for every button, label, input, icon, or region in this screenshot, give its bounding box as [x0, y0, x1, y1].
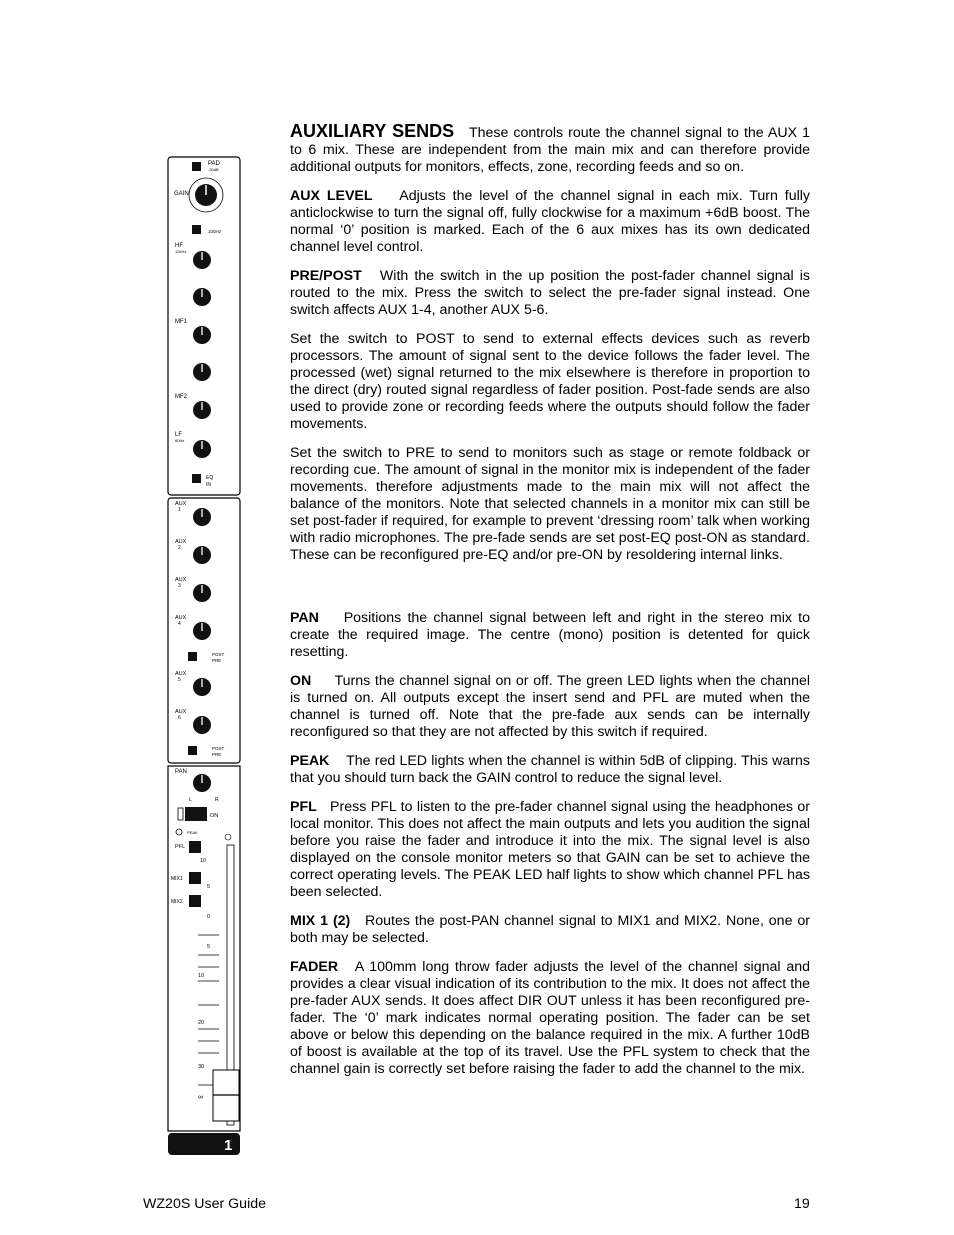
- pre-label: PRE: [212, 658, 222, 663]
- aux-sends-body: These controls route the channel signal to the AUX 1 to 6 mix. These are independent from the main mix and can therefore provide additional outputs for monitors, effects, zone, recording feeds and so on.: [290, 125, 811, 175]
- pan-r-label: R: [215, 797, 219, 803]
- fader-knob[interactable]: [213, 1070, 239, 1121]
- fader-indicator: [225, 834, 231, 840]
- aux-level-body: Adjusts the level of the channel signal in each mix. Turn fully anticlockwise to turn the signal off, fully clockwise for a maximum +6dB boost. The normal ‘0’ position is marked. Each of the 6 aux mixes has its own dedicated channel level control.: [290, 188, 810, 255]
- mf2-gain-knob[interactable]: [193, 401, 211, 419]
- gain-knob[interactable]: [189, 178, 223, 212]
- mix-body: Routes the post-PAN channel signal to MIX1 and MIX2. None, one or both may be selected.: [290, 913, 810, 946]
- fader-scale: [198, 935, 219, 1085]
- eq-in-switch[interactable]: [192, 474, 201, 483]
- aux-level-section: [290, 188, 810, 256]
- pre-post-heading: PRE/POST: [290, 268, 362, 284]
- pre-post-body: With the switch in the up position the post-fader channel signal is routed to the mix. Press the switch to select the pre-fader signal instead. One switch affects AUX 1-4, another AUX 5-6.: [290, 268, 811, 318]
- body-text: [290, 123, 810, 1090]
- hpf-freq-label: 100Hz: [208, 229, 222, 234]
- on-switch[interactable]: [185, 807, 207, 821]
- pad-switch[interactable]: [192, 162, 201, 171]
- fader-scale-label: 10: [200, 858, 207, 864]
- mf2-freq-knob[interactable]: [193, 363, 211, 381]
- aux-4-knob[interactable]: [193, 622, 211, 640]
- eq-in-label-top: EQ: [206, 475, 214, 481]
- pre-post-section: [290, 268, 810, 319]
- footer-title: WZ20S User Guide: [143, 1196, 266, 1212]
- lf-label: LF: [175, 432, 183, 438]
- aux-6-knob[interactable]: [193, 716, 211, 734]
- aux-label: AUX: [175, 577, 187, 583]
- pan-section: [290, 610, 810, 661]
- fader-scale-label: 10: [198, 973, 205, 979]
- pfl-switch[interactable]: [189, 841, 201, 853]
- post-label: POST: [212, 746, 225, 751]
- hpf-switch[interactable]: [192, 225, 201, 234]
- mf1-gain-knob[interactable]: [193, 326, 211, 344]
- peak-section: [290, 753, 810, 787]
- pan-heading: PAN: [290, 610, 319, 626]
- pfl-section: [290, 799, 810, 901]
- aux-number-label: 4: [178, 621, 181, 627]
- aux-level-heading: AUX LEVEL: [290, 188, 373, 204]
- aux-label: AUX: [175, 615, 187, 621]
- aux-number-label: 3: [178, 583, 181, 589]
- pan-body: Positions the channel signal between left and right in the stereo mix to create the required image. The centre (mono) position is detented for quick resetting.: [290, 610, 810, 660]
- page-number: 19: [794, 1196, 810, 1212]
- aux-1-knob[interactable]: [193, 508, 211, 526]
- mf1-freq-knob[interactable]: [193, 288, 211, 306]
- pfl-heading: PFL: [290, 799, 317, 815]
- aux-label: AUX: [175, 501, 187, 507]
- hf-label: HF: [175, 243, 183, 249]
- mf2-label: MF2: [175, 394, 187, 400]
- mix-heading: MIX 1 (2): [290, 913, 351, 929]
- on-section: [290, 673, 810, 741]
- fader-body: A 100mm long throw fader adjusts the level of the channel signal and provides a clear visual indication of its contribution to the mix. It does not affect the pre-fader AUX sends. It does affect DIR OUT unless it has been reconfigured pre-fader. The ‘0’ mark indicates normal operating position. The fader can be set above or below this depending on the balance required in the mix. A further 10dB of boost is available at the top of its travel. Use the PFL system to check that the channel gain is correctly set before raising the fader to add the channel to the mix.: [290, 959, 810, 1077]
- aux-sends-heading: AUXILIARY SENDS: [290, 121, 455, 141]
- peak-body: The red LED lights when the channel is within 5dB of clipping. This warns that you should turn back the GAIN control to reduce the signal level.: [290, 753, 810, 786]
- pad-db-label: -30dB: [208, 167, 219, 172]
- mix1-switch[interactable]: [189, 872, 201, 884]
- pan-l-label: L: [189, 797, 192, 803]
- aux-label: AUX: [175, 671, 187, 677]
- lf-gain-knob[interactable]: [193, 440, 211, 458]
- aux-label: AUX: [175, 539, 187, 545]
- fader-scale-label: 5: [207, 944, 211, 950]
- mix-section: [290, 913, 810, 947]
- aux-number-label: 1: [178, 507, 181, 513]
- channel-number: 1: [224, 1137, 233, 1154]
- hf-gain-knob[interactable]: [193, 251, 211, 269]
- pad-label: PAD: [208, 161, 220, 167]
- hf-freq-label: 12kHz: [175, 249, 187, 254]
- pre-paragraph: Set the switch to PRE to send to monitors such as stage or remote foldback or recording cue. The amount of signal in the monitor mix is independent of the fader movements. therefore adjustments made to the main mix will not affect the balance of the monitors. Note that selected channels in a monitor mix can still be set post-fader if required, for example to prevent ‘dressing room’ talk when working with radio microphones. The pre-fade sends are set post-EQ post-ON as standard. These can be reconfigured pre-EQ and/or pre-ON by resoldering internal links.: [290, 445, 810, 563]
- aux-5-knob[interactable]: [193, 678, 211, 696]
- on-label: ON: [210, 813, 219, 819]
- pan-knob[interactable]: [193, 774, 211, 792]
- fader-scale-label: 20: [198, 1020, 205, 1026]
- fader-scale-label: 0: [207, 914, 211, 920]
- fader-section: [290, 959, 810, 1078]
- pre-post-switch-aux-1-4[interactable]: [188, 652, 197, 661]
- aux-3-knob[interactable]: [193, 584, 211, 602]
- peak-label: PEAK: [187, 830, 198, 835]
- eq-in-label-bottom: IN: [206, 482, 211, 488]
- fader-scale-label: 5: [207, 884, 211, 890]
- aux-sends-section: [290, 123, 810, 176]
- on-heading: ON: [290, 673, 312, 689]
- lf-freq-label: 60Hz: [175, 438, 185, 443]
- post-paragraph: Set the switch to POST to send to external effects devices such as reverb processors. The amount of signal sent to the device follows the fader level. The processed (wet) signal returned to the mix elsewhere is therefore in proportion to the direct (dry) routed signal regardless of fader position. Post-fade sends are also used to provide zone or recording feeds where the outputs should follow the fader movements.: [290, 331, 810, 432]
- pfl-label: PFL: [175, 844, 186, 850]
- aux-number-label: 5: [178, 677, 181, 683]
- aux-label: AUX: [175, 709, 187, 715]
- pan-label: PAN: [175, 769, 187, 775]
- peak-led: [176, 829, 182, 835]
- fader-scale-label: ∞: [198, 1094, 203, 1101]
- channel-number-badge: [168, 1133, 240, 1155]
- on-body: Turns the channel signal on or off. The green LED lights when the channel is turned on. All outputs except the insert send and PFL are muted when the channel is turned off. Note that the pre-fade aux sends can be internally reconfigured so that they are not affected by this switch if required.: [290, 673, 811, 740]
- mix2-switch[interactable]: [189, 895, 201, 907]
- pre-post-switch-aux-5-6[interactable]: [188, 746, 197, 755]
- fader-heading: FADER: [290, 959, 339, 975]
- channel-strip-illustration: [164, 155, 244, 1160]
- mf1-label: MF1: [175, 319, 187, 325]
- mix2-label: MIX2: [171, 899, 183, 905]
- gain-label: GAIN: [174, 191, 189, 197]
- on-led: [178, 808, 183, 820]
- pre-label: PRE: [212, 752, 222, 757]
- mix1-label: MIX1: [171, 876, 183, 882]
- post-label: POST: [212, 652, 225, 657]
- fader-scale-label: 30: [198, 1064, 205, 1070]
- aux-number-label: 2: [178, 545, 181, 551]
- pfl-body: Press PFL to listen to the pre-fader channel signal using the headphones or local monitor. This does not affect the main outputs and lets you audition the signal before you raise the fader and introduce it into the mix. The signal level is also displayed on the console monitor meters so that GAIN can be set to achieve the correct operating levels. The PEAK LED half lights to show which channel PFL has been selected.: [290, 799, 810, 900]
- aux-number-label: 6: [178, 715, 181, 721]
- peak-heading: PEAK: [290, 753, 330, 769]
- aux-2-knob[interactable]: [193, 546, 211, 564]
